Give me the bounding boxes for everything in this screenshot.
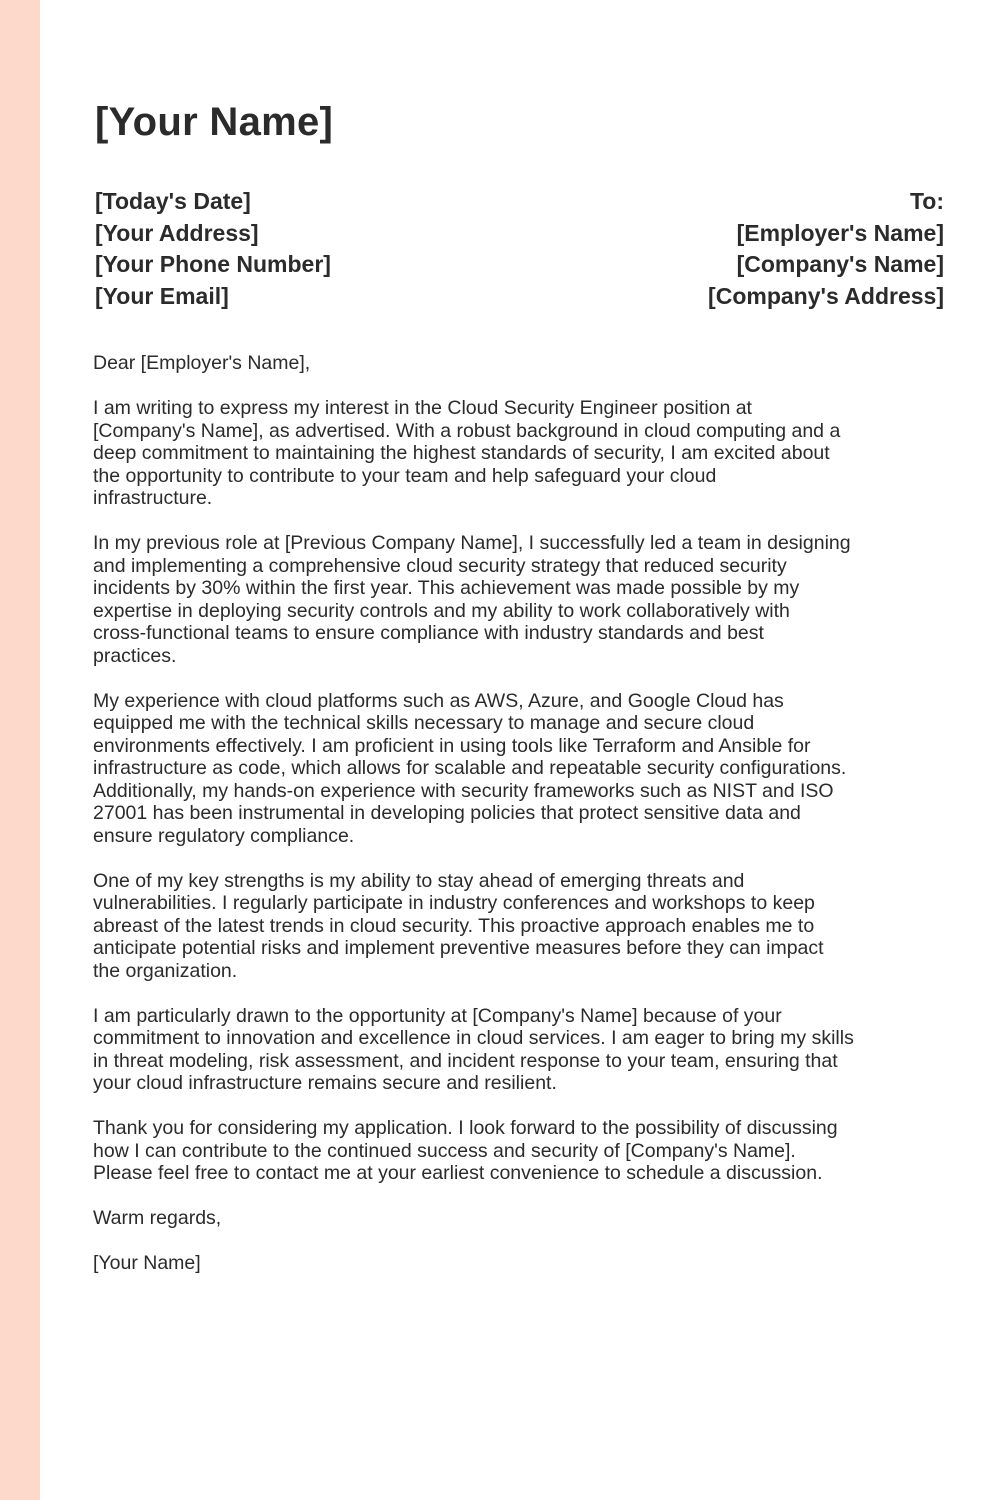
paragraph-line: and implementing a comprehensive cloud security strategy that reduced security (93, 554, 787, 577)
body-paragraph (93, 870, 953, 983)
accent-sidebar (0, 0, 40, 1500)
paragraph-line: commitment to innovation and excellence in cloud services. I am eager to bring my skills (93, 1027, 854, 1049)
to-label: To: (909, 188, 944, 214)
body-paragraph (93, 397, 953, 510)
paragraph-line: practices. (93, 644, 177, 667)
paragraph-line: your cloud infrastructure remains secure and resilient. (93, 1072, 557, 1094)
company-name: [Company's Name] (736, 251, 944, 277)
salutation: Dear [Employer's Name], (93, 352, 311, 374)
paragraph-line: Additionally, my hands-on experience with security frameworks such as NIST and ISO (93, 779, 834, 802)
paragraph-line: the opportunity to contribute to your team and help safeguard your cloud (93, 464, 717, 487)
sender-name-heading: [Your Name] (95, 100, 334, 144)
paragraph-line: cross-functional teams to ensure compliance with industry standards and best (93, 622, 764, 644)
date: [Today's Date] (95, 188, 251, 214)
paragraph-line: [Company's Name], as advertised. With a robust background in cloud computing and a (93, 419, 841, 442)
paragraph-line: Thank you for considering my application. I look forward to the possibility of discussing (93, 1117, 838, 1139)
paragraph-line: environments effectively. I am proficient in using tools like Terraform and Ansible for (93, 734, 811, 757)
letter-body (93, 352, 953, 1297)
paragraph-line: One of my key strengths is my ability to stay ahead of emerging threats and (93, 869, 745, 892)
body-paragraph (93, 1005, 953, 1095)
sender-email: [Your Email] (95, 282, 229, 309)
paragraph-line: Please feel free to contact me at your earliest convenience to schedule a discussion. (93, 1162, 823, 1184)
paragraph-line: equipped me with the technical skills necessary to manage and secure cloud (93, 712, 755, 734)
paragraph-line: In my previous role at [Previous Company Name], I successfully led a team in designing (93, 532, 851, 554)
paragraph-line: ensure regulatory compliance. (93, 824, 355, 847)
paragraph-line: I am particularly drawn to the opportunity at [Company's Name] because of your (93, 1004, 782, 1027)
recipient-info (708, 186, 944, 312)
paragraph-line: incidents by 30% within the first year. This achievement was made possible by my (93, 577, 800, 599)
paragraph-line: in threat modeling, risk assessment, and incident response to your team, ensuring that (93, 1049, 838, 1072)
paragraph-line: the organization. (93, 959, 238, 982)
closing: Warm regards, (93, 1207, 222, 1229)
paragraph-line: expertise in deploying security controls and my ability to work collaboratively with (93, 599, 790, 622)
company-address: [Company's Address] (708, 282, 944, 309)
body-paragraph (93, 1117, 953, 1185)
paragraph-line: infrastructure as code, which allows for scalable and repeatable security configurations. (93, 757, 847, 779)
paragraph-line: deep commitment to maintaining the highest standards of security, I am excited about (93, 442, 830, 464)
paragraph-line: vulnerabilities. I regularly participate in industry conferences and workshops to keep (93, 892, 815, 914)
paragraph-line: My experience with cloud platforms such as AWS, Azure, and Google Cloud has (93, 689, 784, 712)
body-paragraph (93, 690, 953, 848)
body-paragraph (93, 532, 953, 667)
paragraph-line: I am writing to express my interest in the Cloud Security Engineer position at (93, 397, 752, 419)
paragraph-line: anticipate potential risks and implement preventive measures before they can impact (93, 937, 824, 959)
sender-phone: [Your Phone Number] (95, 251, 331, 277)
paragraph-line: 27001 has been instrumental in developing policies that protect sensitive data and (93, 802, 801, 824)
signature: [Your Name] (93, 1252, 201, 1274)
employer-name: [Employer's Name] (736, 219, 944, 246)
sender-info (95, 186, 331, 312)
paragraph-line: abreast of the latest trends in cloud security. This proactive approach enables me to (93, 914, 815, 937)
paragraph-line: infrastructure. (93, 487, 213, 509)
paragraph-line: how I can contribute to the continued success and security of [Company's Name]. (93, 1139, 796, 1162)
sender-address: [Your Address] (95, 219, 259, 246)
